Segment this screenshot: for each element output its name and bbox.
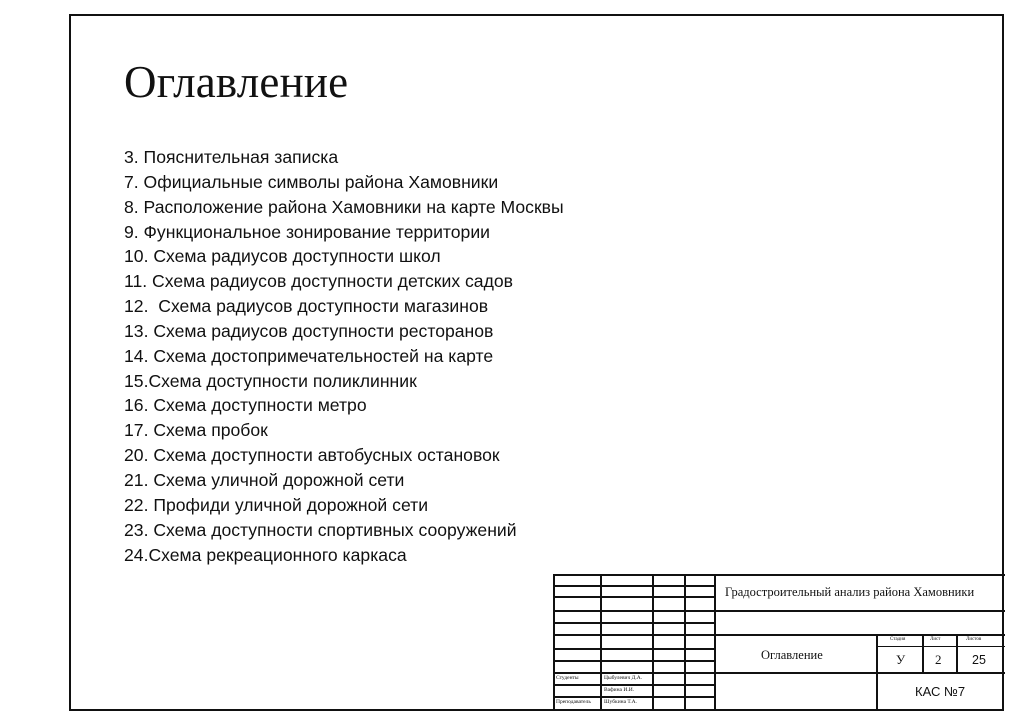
stamp-line bbox=[553, 672, 715, 674]
stamp-line bbox=[600, 574, 602, 711]
stamp-line bbox=[553, 634, 715, 636]
sheet-label: Лист bbox=[930, 637, 941, 642]
stamp-line bbox=[684, 574, 686, 711]
stamp-line bbox=[553, 574, 1005, 576]
sheets-value: 25 bbox=[972, 653, 986, 667]
toc-item: 15.Схема доступности поликлинник bbox=[124, 370, 417, 391]
toc-item: 12. Схема радиусов доступности магазинов bbox=[124, 296, 489, 317]
stamp-line bbox=[553, 660, 715, 662]
person-name: Шубкина Т.А. bbox=[604, 699, 637, 705]
project-title: Градостроительный анализ района Хамовники bbox=[725, 585, 975, 599]
toc-item: 22. Профиди уличной дорожной сети bbox=[124, 494, 429, 515]
stamp-line bbox=[876, 646, 1005, 647]
stamp-line bbox=[652, 574, 654, 711]
stamp-line bbox=[553, 574, 555, 711]
toc-item: 14. Схема достопримечательностей на карте bbox=[124, 345, 494, 366]
stamp-line bbox=[553, 622, 715, 624]
stamp-line bbox=[714, 610, 1005, 612]
stamp-line bbox=[553, 696, 715, 698]
stamp-line bbox=[714, 634, 1005, 636]
toc-item: 20. Схема доступности автобусных остановок bbox=[124, 445, 500, 466]
role-label: Преподаватель bbox=[556, 699, 591, 705]
toc-item: 23. Схема доступности спортивных сооружений bbox=[124, 519, 517, 540]
stamp-line bbox=[922, 634, 924, 672]
toc-item: 17. Схема пробок bbox=[124, 420, 268, 441]
stage-value: У bbox=[896, 652, 906, 667]
sheets-label: Листов bbox=[966, 637, 982, 642]
stage-label: Стадия bbox=[890, 637, 906, 642]
title-block bbox=[553, 574, 1005, 711]
toc-item: 16. Схема доступности метро bbox=[124, 395, 367, 416]
stamp-line bbox=[714, 672, 1005, 674]
toc-item: 13. Схема радиусов доступности ресторанов bbox=[124, 320, 494, 341]
stamp-line bbox=[714, 574, 716, 711]
toc-item: 3. Пояснительная записка bbox=[124, 147, 339, 167]
table-of-contents bbox=[124, 145, 564, 567]
toc-item: 7. Официальные символы района Хамовники bbox=[124, 171, 499, 192]
stamp-line bbox=[553, 596, 715, 598]
person-name: Цыбулевич Д.А. bbox=[604, 675, 643, 681]
sheet-value: 2 bbox=[935, 652, 942, 667]
page-title: Оглавление bbox=[124, 57, 349, 107]
role-label: Студенты bbox=[556, 675, 579, 681]
stamp-line bbox=[553, 648, 715, 650]
toc-item: 8. Расположение района Хамовники на карте Москвы bbox=[124, 196, 564, 217]
stamp-line bbox=[553, 585, 715, 587]
stamp-line bbox=[553, 610, 715, 612]
toc-item: 9. Функциональное зонирование территории bbox=[124, 221, 490, 242]
stamp-line bbox=[956, 634, 958, 672]
sheet-name: Оглавление bbox=[761, 648, 823, 662]
toc-item: 24.Схема рекреационного каркаса bbox=[124, 544, 407, 565]
person-name: Вафина И.И. bbox=[604, 687, 635, 693]
toc-item: 11. Схема радиусов доступности детских садов bbox=[124, 271, 513, 292]
toc-item: 10. Схема радиусов доступности школ bbox=[124, 246, 441, 267]
toc-item: 21. Схема уличной дорожной сети bbox=[124, 469, 405, 490]
stamp-line bbox=[553, 684, 715, 686]
organization: КАС №7 bbox=[915, 684, 966, 699]
